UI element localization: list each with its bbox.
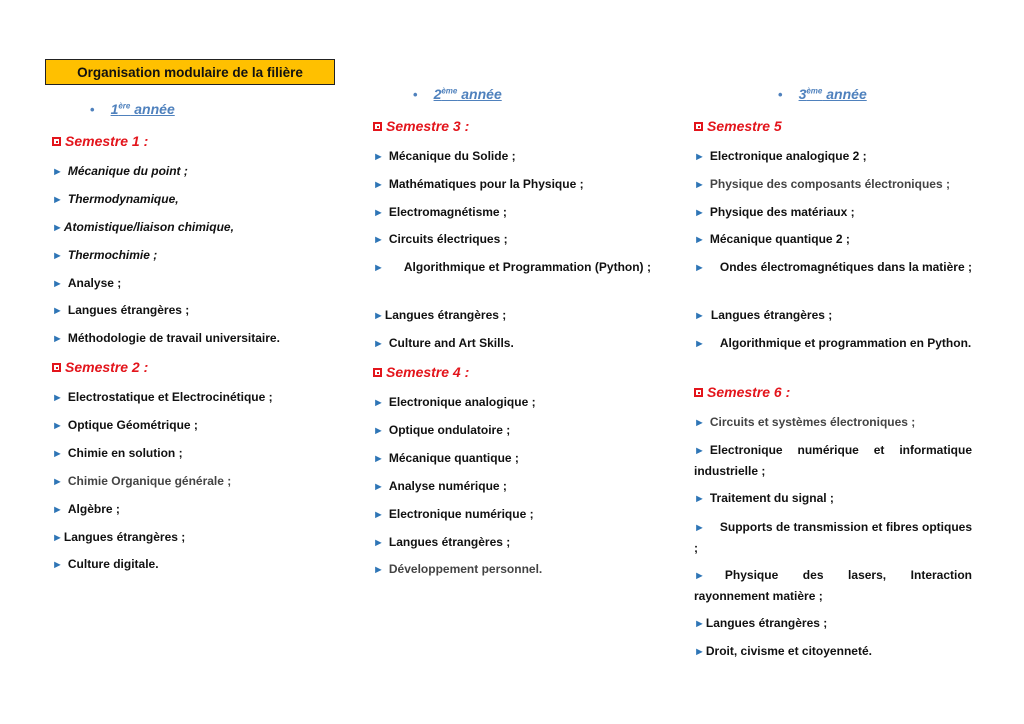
list-item: ► Electromagnétisme ; — [373, 205, 507, 219]
arrow-icon: ► — [373, 397, 384, 409]
arrow-icon: ► — [52, 448, 63, 460]
semester-3-heading: Semestre 3 : — [373, 118, 469, 134]
list-item: ► Mécanique quantique ; — [373, 451, 519, 465]
arrow-icon: ► — [373, 310, 384, 322]
list-item: ► Algèbre ; — [52, 502, 120, 516]
year-2-heading: • 2ème année — [413, 86, 502, 102]
list-item: ►Droit, civisme et citoyenneté. — [694, 644, 872, 658]
arrow-icon: ► — [52, 504, 63, 516]
arrow-icon: ► — [694, 646, 705, 658]
arrow-icon: ► — [373, 425, 384, 437]
arrow-icon: ► — [694, 207, 705, 219]
list-item: ► Algorithmique et Programmation (Python) ; — [373, 260, 651, 274]
bullet-icon: • — [90, 102, 95, 117]
arrow-icon: ► — [694, 522, 705, 534]
list-item: ►Langues étrangères ; — [52, 530, 186, 544]
list-item: ► Optique ondulatoire ; — [373, 423, 511, 437]
arrow-icon: ► — [52, 250, 63, 262]
square-bullet-icon — [694, 388, 703, 397]
list-item: ► Physique des composants électroniques ; — [694, 177, 950, 191]
bullet-icon: • — [778, 87, 783, 102]
semester-1-heading: Semestre 1 : — [52, 133, 148, 149]
arrow-icon: ► — [373, 262, 384, 274]
page-title: Organisation modulaire de la filière — [45, 59, 335, 85]
arrow-icon: ► — [694, 570, 705, 582]
square-bullet-icon — [373, 122, 382, 131]
arrow-icon: ► — [694, 179, 705, 191]
arrow-icon: ► — [694, 262, 705, 274]
semester-4-heading: Semestre 4 : — [373, 364, 469, 380]
list-item: ► Electronique analogique 2 ; — [694, 149, 867, 163]
arrow-icon: ► — [694, 310, 705, 322]
year-1-heading: • 1ère année — [90, 101, 175, 117]
arrow-icon: ► — [694, 234, 705, 246]
arrow-icon: ► — [52, 420, 63, 432]
arrow-icon: ► — [373, 234, 384, 246]
list-item: ► Mathématiques pour la Physique ; — [373, 177, 584, 191]
arrow-icon: ► — [373, 207, 384, 219]
list-item: ► Optique Géométrique ; — [52, 418, 198, 432]
year-3-heading: • 3ème année — [778, 86, 867, 102]
list-item: ► Algorithmique et programmation en Python. — [694, 336, 972, 350]
arrow-icon: ► — [52, 305, 63, 317]
list-item: ► Culture digitale. — [52, 557, 159, 571]
list-item: ► Electrostatique et Electrocinétique ; — [52, 390, 273, 404]
list-item: ► Circuits électriques ; — [373, 232, 508, 246]
semester-2-heading: Semestre 2 : — [52, 359, 148, 375]
arrow-icon: ► — [373, 564, 384, 576]
arrow-icon: ► — [373, 151, 384, 163]
arrow-icon: ► — [694, 417, 705, 429]
list-item: ► Ondes électromagnétiques dans la matière ; — [694, 260, 972, 274]
list-item: ► Chimie en solution ; — [52, 446, 183, 460]
list-item: ► Analyse ; — [52, 276, 122, 290]
arrow-icon: ► — [52, 222, 63, 234]
arrow-icon: ► — [694, 338, 705, 350]
list-item: ► Thermodynamique, — [52, 192, 179, 206]
semester-5-heading: Semestre 5 — [694, 118, 782, 134]
semester-6-heading: Semestre 6 : — [694, 384, 790, 400]
arrow-icon: ► — [373, 338, 384, 350]
arrow-icon: ► — [694, 618, 705, 630]
square-bullet-icon — [373, 368, 382, 377]
arrow-icon: ► — [52, 532, 63, 544]
list-item: ► Mécanique du point ; — [52, 164, 188, 178]
list-item: ► Langues étrangères ; — [694, 308, 833, 322]
list-item: ►Atomistique/liaison chimique, — [52, 220, 234, 234]
list-item: ► Chimie Organique générale ; — [52, 474, 232, 488]
arrow-icon: ► — [373, 179, 384, 191]
list-item: ► Electronique numérique et informatique industrielle ; — [694, 443, 972, 478]
list-item: ► Traitement du signal ; — [694, 491, 834, 505]
list-item: ► Méthodologie de travail universitaire. — [52, 331, 280, 345]
arrow-icon: ► — [52, 194, 63, 206]
arrow-icon: ► — [52, 559, 63, 571]
arrow-icon: ► — [52, 166, 63, 178]
square-bullet-icon — [52, 137, 61, 146]
list-item: ► Physique des matériaux ; — [694, 205, 855, 219]
list-item: ► Mécanique quantique 2 ; — [694, 232, 850, 246]
list-item: ► Thermochimie ; — [52, 248, 158, 262]
list-item: ► Culture and Art Skills. — [373, 336, 514, 350]
arrow-icon: ► — [694, 151, 705, 163]
square-bullet-icon — [694, 122, 703, 131]
arrow-icon: ► — [373, 453, 384, 465]
arrow-icon: ► — [694, 493, 705, 505]
arrow-icon: ► — [52, 333, 63, 345]
list-item: ► Circuits et systèmes électroniques ; — [694, 415, 916, 429]
list-item: ► Langues étrangères ; — [373, 535, 511, 549]
list-item: ► Electronique analogique ; — [373, 395, 536, 409]
arrow-icon: ► — [373, 481, 384, 493]
arrow-icon: ► — [694, 445, 705, 457]
arrow-icon: ► — [373, 537, 384, 549]
list-item: ► Electronique numérique ; — [373, 507, 534, 521]
list-item: ► Physique des lasers, Interaction rayonnement matière ; — [694, 568, 972, 603]
list-item: ► Supports de transmission et fibres optiques ; — [694, 520, 972, 555]
list-item: ► Mécanique du Solide ; — [373, 149, 516, 163]
square-bullet-icon — [52, 363, 61, 372]
list-item: ►Langues étrangères ; — [694, 616, 828, 630]
list-item: ► Analyse numérique ; — [373, 479, 507, 493]
list-item: ► Langues étrangères ; — [52, 303, 190, 317]
arrow-icon: ► — [52, 278, 63, 290]
arrow-icon: ► — [373, 509, 384, 521]
arrow-icon: ► — [52, 476, 63, 488]
arrow-icon: ► — [52, 392, 63, 404]
list-item: ► Développement personnel. — [373, 562, 543, 576]
bullet-icon: • — [413, 87, 418, 102]
list-item: ►Langues étrangères ; — [373, 308, 507, 322]
